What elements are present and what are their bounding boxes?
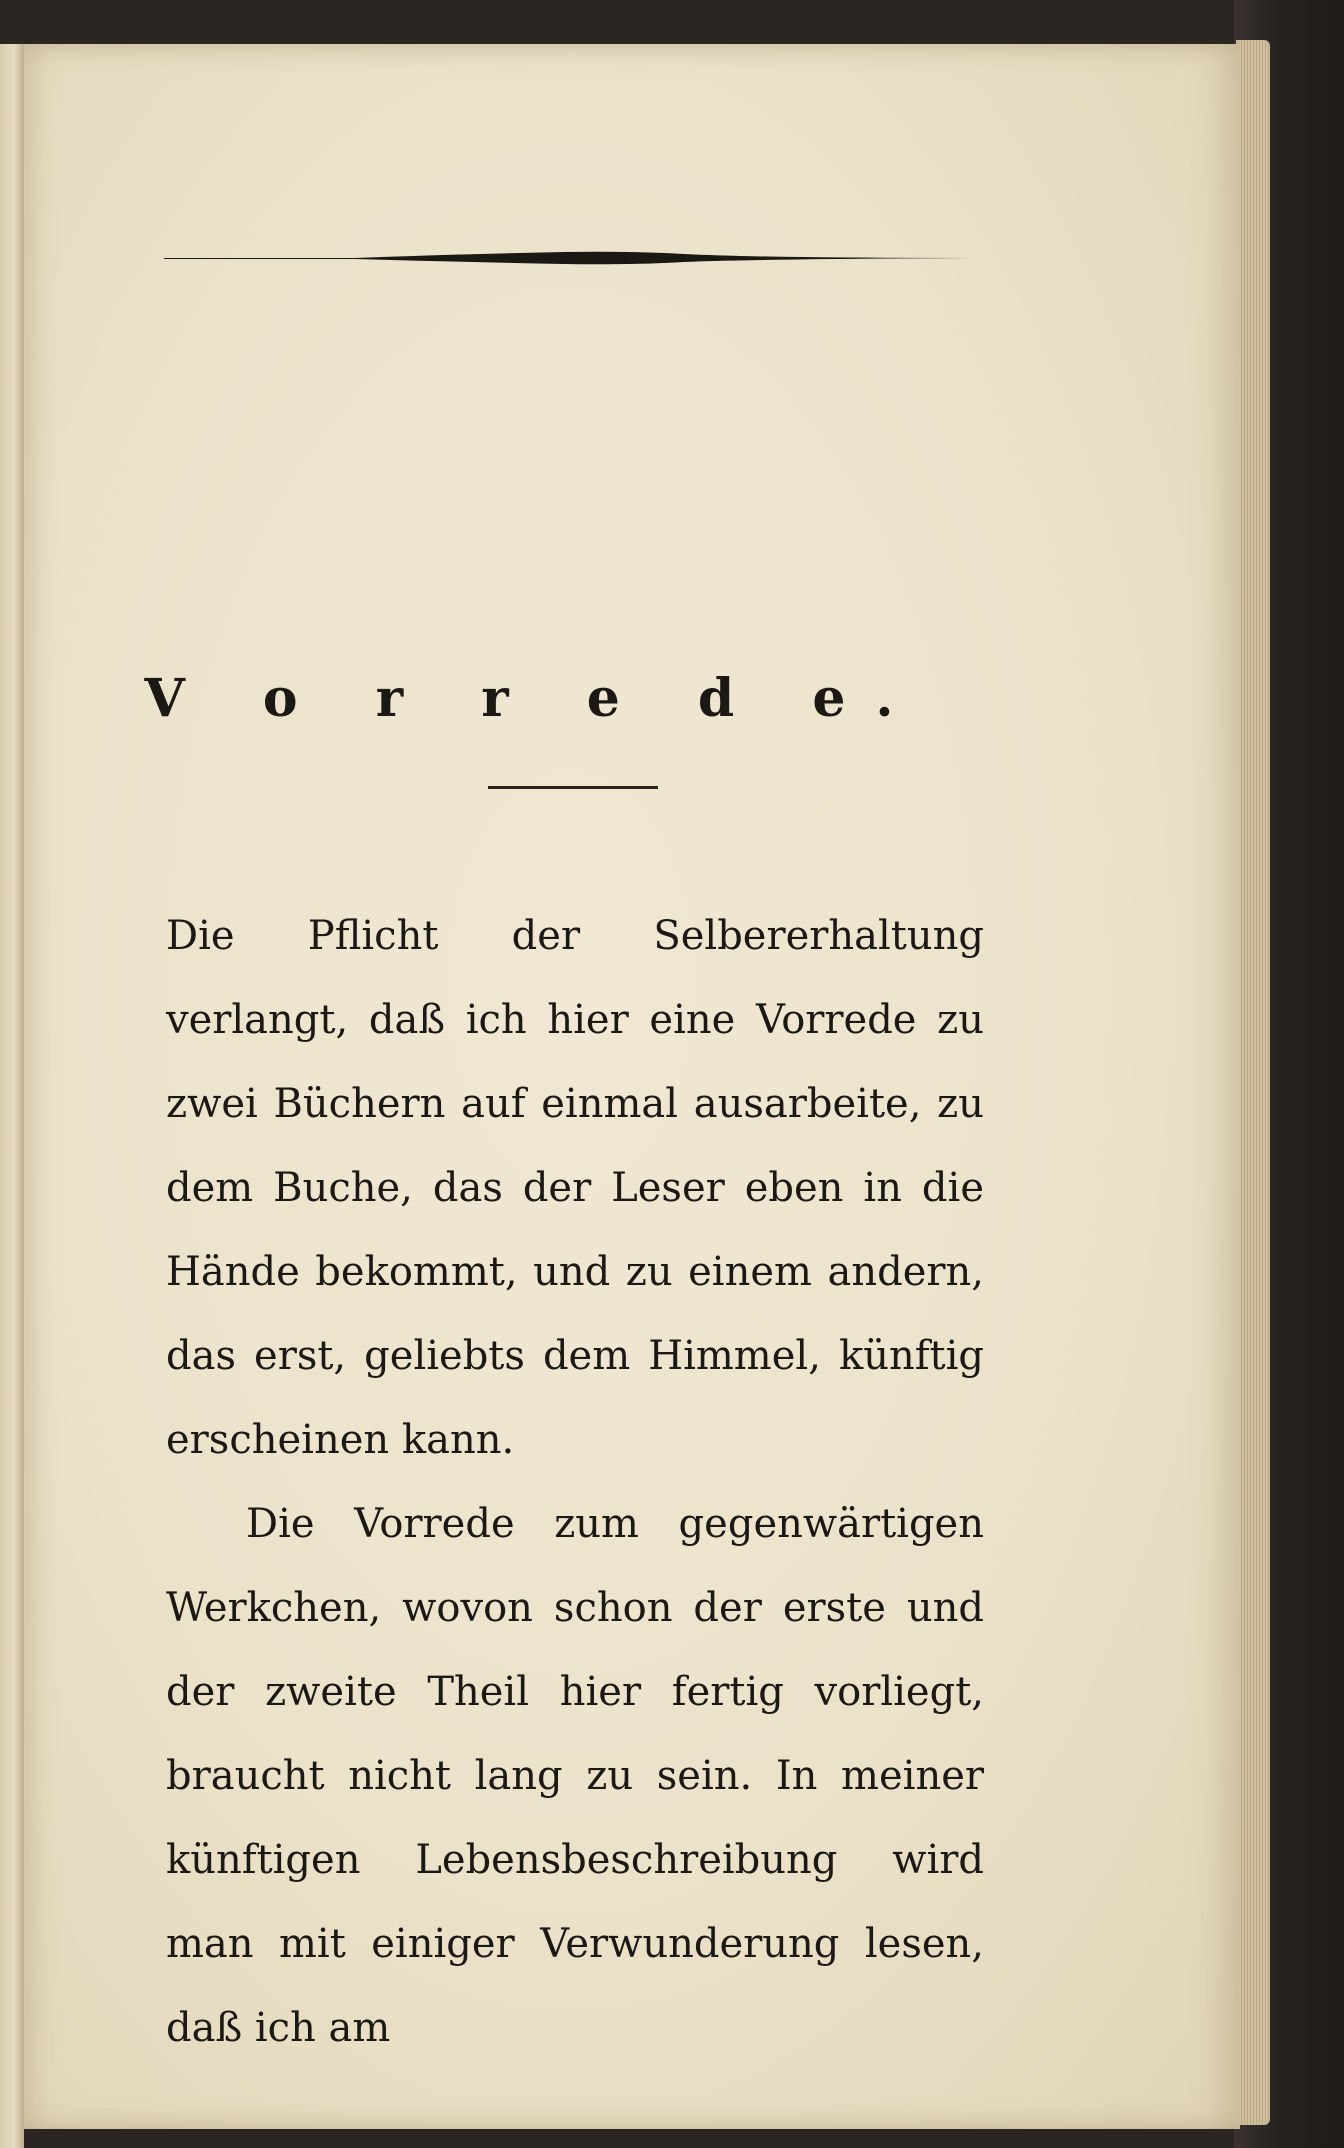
previous-page-edge [0,44,24,2148]
title-underline [488,786,658,789]
book-page [24,44,1240,2129]
ornamental-rule [164,250,974,266]
page-stack-edge [1236,40,1270,2125]
paragraph-1: Die Pflicht der Selbererhaltung verlangt, daß ich hier eine Vorrede zu zwei Büchern auf einmal ausarbeite, zu dem Buche, das der Leser eben in die Hände bekommt, und zu einem andern, das erst, geliebts dem Himmel, künftig erscheinen kann. [166,913,984,1463]
paragraph-2: Die Vorrede zum gegenwärtigen Werkchen, wovon schon der erste und der zweite Theil hier fertig vorliegt, braucht nicht lang zu sein. In meiner künftigen Lebensbeschreibung wird man mit einiger Verwunderung lesen, daß ich am [166,1501,984,2051]
page-title: V o r r e d e. [144,668,924,729]
body-text [166,894,984,2070]
